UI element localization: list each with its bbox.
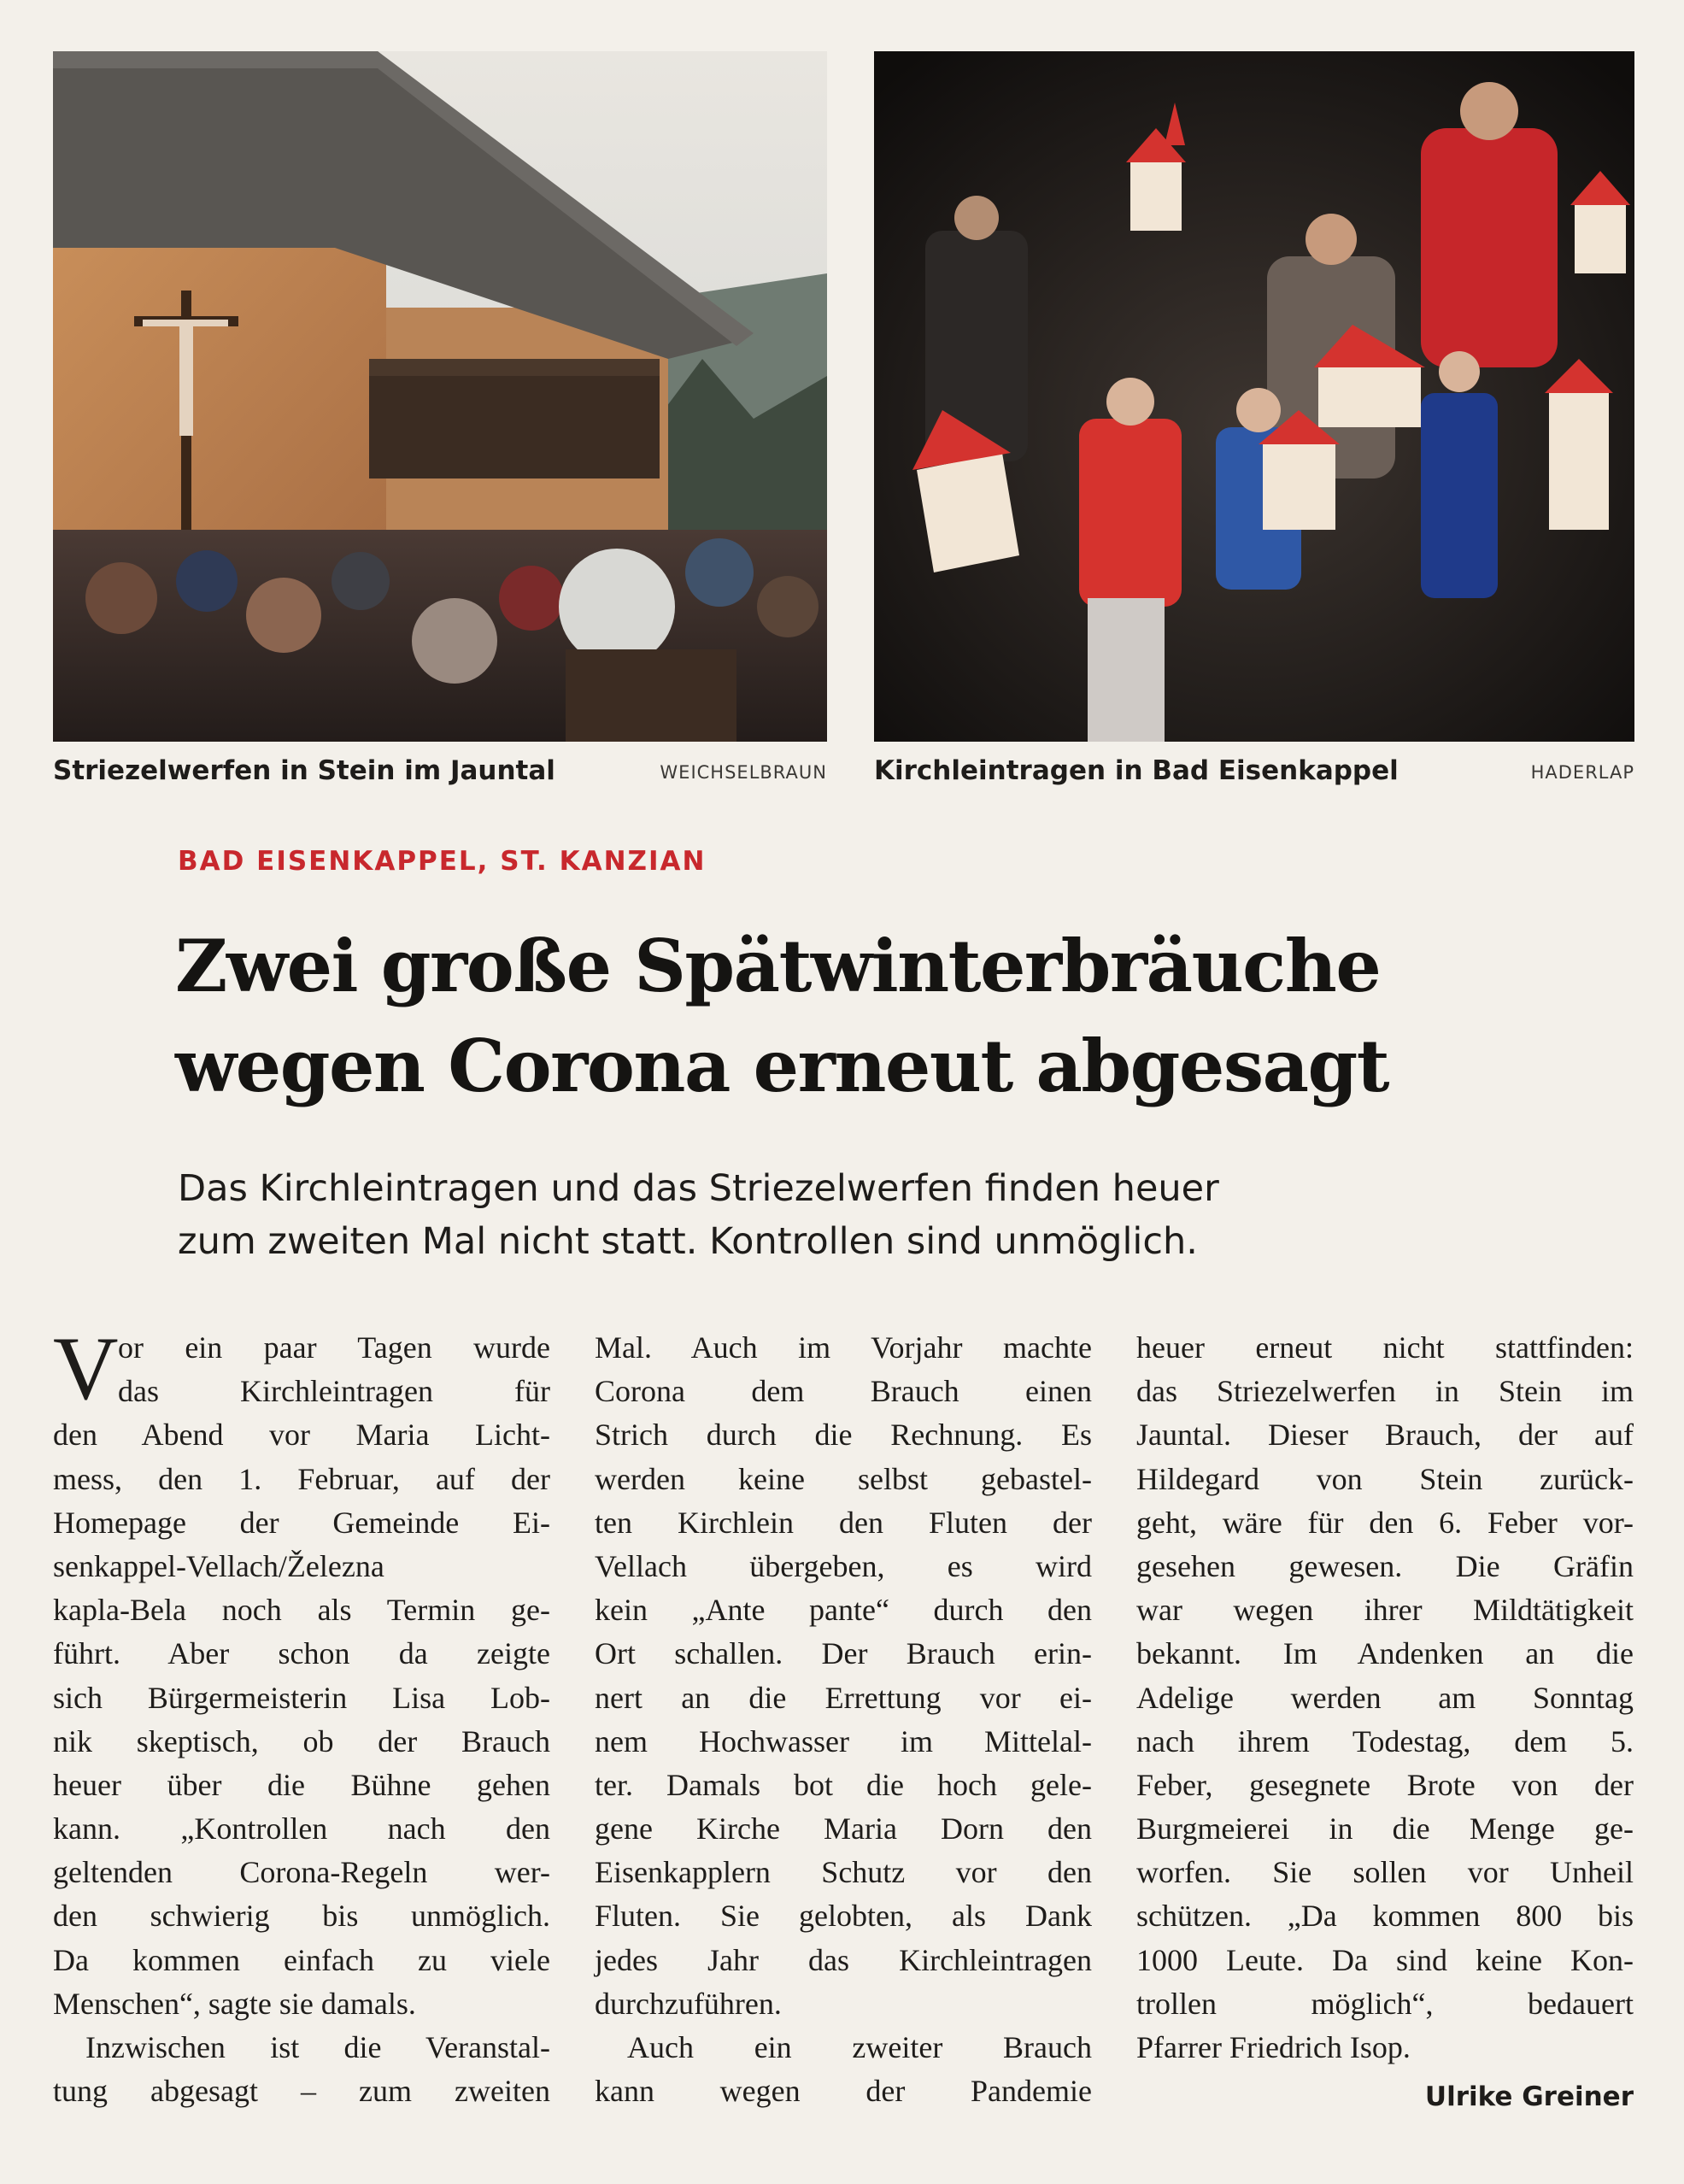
photo-kirchleintragen bbox=[874, 51, 1634, 742]
article-column-1 bbox=[53, 1318, 550, 2113]
body-line: Adelige werden am Sonntag bbox=[1136, 1680, 1634, 1715]
body-line: durchzuführen. bbox=[595, 1986, 782, 2021]
body-line: Fluten. Sie gelobten, als Dank bbox=[595, 1899, 1092, 1934]
body-line: Feber, gesegnete Brote von der bbox=[1136, 1767, 1634, 1802]
body-line: kapla-Bela noch als Termin ge- bbox=[53, 1593, 550, 1628]
body-line: tung abgesagt – zum zweiten bbox=[53, 2074, 550, 2109]
body-line: Hildegard von Stein zurück- bbox=[1136, 1461, 1634, 1496]
article-column-3 bbox=[1136, 1326, 1634, 2070]
subhead-line: zum zweiten Mal nicht statt. Kontrollen sind unmöglich. bbox=[178, 1220, 1198, 1263]
body-line: heuer erneut nicht stattfinden: bbox=[1136, 1330, 1634, 1365]
article-headline bbox=[175, 916, 1645, 1116]
body-line: trollen möglich“, bedauert bbox=[1136, 1986, 1634, 2021]
headline-line: Zwei große Spätwinterbräuche bbox=[175, 924, 1381, 1008]
subhead-line: Das Kirchleintragen und das Striezelwerfen finden heuer bbox=[178, 1167, 1219, 1210]
article-kicker: BAD EISENKAPPEL, ST. KANZIAN bbox=[178, 846, 707, 877]
photo-kirchleintragen-image bbox=[874, 51, 1634, 742]
photo-caption-right: Kirchleintragen in Bad Eisenkappel bbox=[874, 755, 1399, 786]
article-subhead bbox=[178, 1162, 1647, 1268]
body-line: Mal. Auch im Vorjahr machte bbox=[595, 1330, 1092, 1365]
body-line: Auch ein zweiter Brauch bbox=[627, 2030, 1092, 2064]
body-line: nert an die Errettung vor ei- bbox=[595, 1680, 1092, 1715]
body-line: ten Kirchlein den Fluten der bbox=[595, 1505, 1092, 1540]
body-line: Eisenkapplern Schutz vor den bbox=[595, 1855, 1092, 1890]
photo-credit-left: WEICHSELBRAUN bbox=[660, 762, 827, 783]
body-line: sich Bürgermeisterin Lisa Lob- bbox=[53, 1680, 550, 1715]
body-line: Inzwischen ist die Veranstal- bbox=[85, 2030, 550, 2064]
body-line: Vellach übergeben, es wird bbox=[595, 1548, 1092, 1583]
body-line: Menschen“, sagte sie damals. bbox=[53, 1986, 416, 2021]
body-line: worfen. Sie sollen vor Unheil bbox=[1136, 1855, 1634, 1890]
body-line: den schwierig bis unmöglich. bbox=[53, 1899, 550, 1934]
body-line: kann. „Kontrollen nach den bbox=[53, 1811, 550, 1846]
body-line: Burgmeierei in die Menge ge- bbox=[1136, 1811, 1634, 1846]
body-line: jedes Jahr das Kirchleintragen bbox=[595, 1942, 1092, 1977]
body-line: geht, wäre für den 6. Feber vor- bbox=[1136, 1505, 1634, 1540]
photo-credit-right: HADERLAP bbox=[1530, 762, 1634, 783]
photo-striezelwerfen-image bbox=[53, 51, 827, 742]
body-line: Da kommen einfach zu viele bbox=[53, 1942, 550, 1977]
body-line: den Abend vor Maria Licht- bbox=[53, 1418, 550, 1453]
body-line: or ein paar Tagen wurde bbox=[118, 1330, 550, 1365]
body-line: nach ihrem Todestag, dem 5. bbox=[1136, 1723, 1634, 1758]
body-line: das Kirchleintragen für bbox=[118, 1374, 550, 1409]
body-line: Corona dem Brauch einen bbox=[595, 1374, 1092, 1409]
body-line: Jauntal. Dieser Brauch, der auf bbox=[1136, 1418, 1634, 1453]
body-line: werden keine selbst gebastel- bbox=[595, 1461, 1092, 1496]
body-line: bekannt. Im Andenken an die bbox=[1136, 1636, 1634, 1671]
body-line: Pfarrer Friedrich Isop. bbox=[1136, 2030, 1411, 2064]
body-line: senkappel-Vellach/Železna bbox=[53, 1548, 384, 1583]
body-line: heuer über die Bühne gehen bbox=[53, 1767, 550, 1802]
body-line: Ort schallen. Der Brauch erin- bbox=[595, 1636, 1092, 1671]
body-line: geltenden Corona-Regeln wer- bbox=[53, 1855, 550, 1890]
body-line: nik skeptisch, ob der Brauch bbox=[53, 1723, 550, 1758]
body-line: Homepage der Gemeinde Ei- bbox=[53, 1505, 550, 1540]
article-byline: Ulrike Greiner bbox=[1424, 2081, 1634, 2112]
body-line: nem Hochwasser im Mittelal- bbox=[595, 1723, 1092, 1758]
body-line: kann wegen der Pandemie bbox=[595, 2074, 1092, 2109]
body-line: mess, den 1. Februar, auf der bbox=[53, 1461, 550, 1496]
body-line: gesehen gewesen. Die Gräfin bbox=[1136, 1548, 1634, 1583]
body-line: war wegen ihrer Mildtätigkeit bbox=[1136, 1593, 1634, 1628]
photo-striezelwerfen bbox=[53, 51, 827, 742]
body-line: schützen. „Da kommen 800 bis bbox=[1136, 1899, 1634, 1934]
body-line: 1000 Leute. Da sind keine Kon- bbox=[1136, 1942, 1634, 1977]
headline-line: wegen Corona erneut abgesagt bbox=[175, 1024, 1389, 1108]
article-column-2 bbox=[595, 1326, 1092, 2113]
body-line: kein „Ante pante“ durch den bbox=[595, 1593, 1092, 1628]
drop-cap: V bbox=[53, 1318, 119, 1418]
body-line: das Striezelwerfen in Stein im bbox=[1136, 1374, 1634, 1409]
body-line: ter. Damals bot die hoch gele- bbox=[595, 1767, 1092, 1802]
body-line: Strich durch die Rechnung. Es bbox=[595, 1418, 1092, 1453]
body-line: gene Kirche Maria Dorn den bbox=[595, 1811, 1092, 1846]
photo-caption-left: Striezelwerfen in Stein im Jauntal bbox=[53, 755, 555, 786]
body-line: führt. Aber schon da zeigte bbox=[53, 1636, 550, 1671]
